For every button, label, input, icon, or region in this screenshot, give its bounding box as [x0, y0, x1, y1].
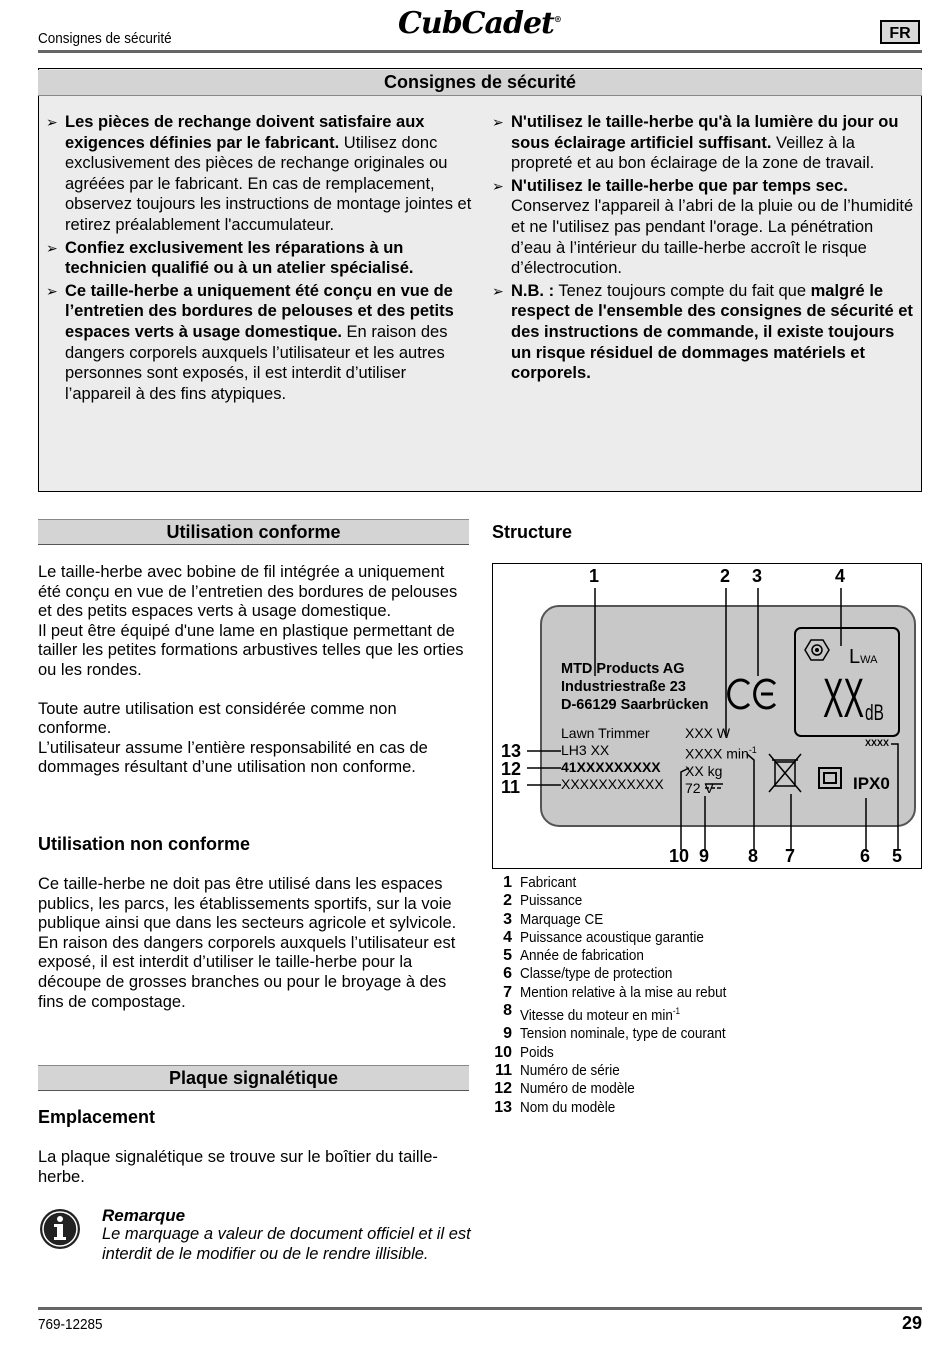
- callout-6: 6: [860, 846, 871, 866]
- legend-row: [492, 984, 922, 1002]
- legend-text: Puissance acoustique garantie: [520, 928, 704, 946]
- usage-paragraph: Le taille-herbe avec bobine de fil intégrée a uniquement été conçu en vue de l’entretien des bordures de pelouses et des petits espaces verts à usage domestique.: [38, 563, 458, 621]
- usage-title: Utilisation conforme: [38, 519, 469, 545]
- info-icon: [39, 1208, 81, 1255]
- safety-item: [486, 281, 918, 384]
- callout-13: 13: [501, 741, 522, 761]
- safety-item-text: Veillez à la propreté et au bon éclairage de la zone de travail.: [511, 133, 875, 173]
- header-rule: [38, 50, 922, 53]
- callout-4: 4: [835, 566, 846, 586]
- arrow-icon: ➢: [46, 282, 58, 299]
- legend-row: [492, 947, 922, 965]
- legend-row: [492, 1099, 922, 1117]
- plate-text: Industriestraße 23: [561, 679, 686, 695]
- callout-9: 9: [699, 846, 710, 866]
- legend-number: 2: [503, 892, 512, 910]
- legend-text: [520, 1002, 680, 1025]
- non-usage-text: [38, 875, 470, 1012]
- legend-text: Classe/type de protection: [520, 965, 673, 983]
- safety-item-bold: Les pièces de rechange doivent satisfaire aux exigences définies par le fabricant.: [65, 113, 425, 152]
- document-number: 769-12285: [38, 1316, 103, 1333]
- plate-text: -1: [748, 745, 757, 755]
- safety-item: [40, 112, 472, 236]
- plate-text: D-66129 Saarbrücken: [561, 697, 709, 713]
- usage-paragraph: L’utilisateur assume l’entière responsabilité en cas de dommages résultant d’une utilisation non conforme.: [38, 738, 428, 777]
- safety-item-bold: Ce taille-herbe a uniquement été conçu en vue de l’entretien des bordures de pelouses et des petits espaces verts à usage domestique.: [65, 281, 454, 341]
- footer-rule: [38, 1307, 922, 1310]
- safety-left-column: [40, 112, 472, 406]
- non-usage-paragraph: Ce taille-herbe ne doit pas être utilisé dans les espaces publics, les parcs, les établissements sportifs, sur la voie publique ainsi que dans les secteurs agricole et sylvicole.: [38, 875, 457, 933]
- safety-right-column: [486, 112, 918, 386]
- usage-paragraph: Toute autre utilisation est considérée comme non conforme.: [38, 699, 397, 738]
- plate-text: XXX W: [685, 725, 731, 741]
- legend-row: [492, 929, 922, 947]
- plate-text: MTD Products AG: [561, 661, 685, 677]
- callout-12: 12: [501, 759, 522, 779]
- arrow-icon: ➢: [46, 114, 58, 130]
- legend-number: 10: [494, 1043, 512, 1061]
- plate-text: L: [849, 646, 861, 668]
- plate-ipx: IPX0: [853, 774, 890, 793]
- legend-number: 3: [503, 910, 512, 928]
- callout-1: 1: [589, 566, 600, 586]
- location-text: La plaque signalétique se trouve sur le boîtier du taille-herbe.: [38, 1148, 438, 1186]
- non-usage-paragraph: En raison des dangers corporels auxquels l’utilisateur est exposé, il est interdit d’utiliser le taille-herbe pour la découpe de grosses branches ou pour le broyage à des fins de compostage.: [38, 933, 456, 1011]
- legend-text: Marquage CE: [520, 910, 604, 928]
- plate-text: XXXXXXXXXXX: [561, 776, 664, 792]
- callout-7: 7: [785, 846, 796, 866]
- legend-text: Année de fabrication: [520, 947, 644, 965]
- rating-plate-figure: [492, 563, 922, 869]
- location-title: Emplacement: [38, 1107, 156, 1127]
- safety-item-text: Utilisez donc exclusivement des pièces de rechange originales ou agréées par le fabricant. En cas de remplacement, observez toujours les instructions de montage jointes et retirez préalablement l'accumulateur.: [65, 133, 472, 234]
- safety-item-bold: N'utilisez le taille-herbe que par temps sec.: [511, 176, 848, 195]
- safety-item-bold: Confiez exclusivement les réparations à un technicien qualifié ou à un atelier spécialisé.: [65, 238, 414, 278]
- plate-text: 72 V: [685, 779, 714, 796]
- note-text: Le marquage a valeur de document officiel et il est interdit de le modifier ou de le rendre illisible.: [102, 1225, 471, 1263]
- noise-value: XX: [823, 666, 865, 729]
- callout-5: 5: [892, 846, 903, 866]
- legend-row: [492, 892, 922, 910]
- plate-maker: [561, 660, 709, 714]
- callout-10: 10: [669, 846, 690, 866]
- legend-text-main: Vitesse du moteur en min: [520, 1007, 673, 1025]
- legend-text: Mention relative à la mise au rebut: [520, 983, 727, 1001]
- legend-row: [492, 1002, 922, 1025]
- callout-2: 2: [720, 566, 731, 586]
- legend-number: 11: [495, 1061, 512, 1079]
- legend-text: Numéro de modèle: [520, 1080, 635, 1098]
- legend-sup: -1: [672, 1006, 681, 1017]
- callout-11: 11: [501, 777, 521, 797]
- plate-text: 41XXXXXXXXX: [561, 759, 661, 775]
- running-header: Consignes de sécurité: [38, 30, 172, 47]
- legend-row: [492, 1044, 922, 1062]
- safety-item: [40, 281, 472, 405]
- cub-cadet-logo: [398, 6, 561, 41]
- safety-item-text: Conservez l'appareil à l’abri de la pluie ou de l’humidité et ne l'utilisez pas pendant l'orage. La pénétration d’eau à l’intérieur du taille-herbe accroît le risque d’électrocution.: [511, 197, 914, 278]
- language-badge: FR: [880, 20, 920, 44]
- legend-number: 4: [503, 928, 512, 946]
- legend-row: [492, 874, 922, 892]
- legend-number: 6: [503, 965, 512, 983]
- usage-text: [38, 563, 470, 778]
- legend-row: [492, 965, 922, 983]
- legend-number: 13: [494, 1098, 512, 1116]
- legend-text: Poids: [520, 1043, 554, 1061]
- safety-title: Consignes de sécurité: [38, 70, 922, 96]
- plate-text: WA: [860, 654, 878, 666]
- legend-text: Nom du modèle: [520, 1098, 616, 1116]
- page-number: 29: [901, 1313, 922, 1333]
- legend-number: 5: [503, 947, 512, 965]
- plate-text: LH3 XX: [561, 742, 610, 758]
- safety-item-bold: N.B. :: [511, 281, 555, 300]
- legend-row: [492, 911, 922, 929]
- note-title: Remarque: [102, 1206, 186, 1225]
- legend-text: Numéro de série: [520, 1061, 620, 1079]
- arrow-icon: ➢: [46, 239, 58, 256]
- plate-text: Lawn Trimmer: [561, 725, 650, 741]
- safety-item: [40, 238, 472, 279]
- plate-text: XXXX min: [685, 745, 749, 762]
- legend-row: [492, 1080, 922, 1098]
- legend-row: [492, 1025, 922, 1043]
- brand-mark: ®: [553, 14, 561, 24]
- non-usage-title: Utilisation non conforme: [38, 834, 251, 854]
- plate-spec-block: [685, 725, 757, 797]
- legend-text: Puissance: [520, 892, 583, 910]
- arrow-icon: ➢: [492, 177, 504, 194]
- noise-unit: dB: [865, 700, 884, 725]
- brand-name: CubCadet: [398, 6, 554, 41]
- callout-3: 3: [752, 566, 763, 586]
- legend-text: Tension nominale, type de courant: [520, 1025, 726, 1043]
- plate-model-block: [561, 725, 664, 793]
- usage-paragraph: Il peut être équipé d'une lame en plastique permettant de tailler les petites formations arbustives telles que les orties ou les rondes.: [38, 621, 464, 679]
- callout-8: 8: [748, 846, 759, 866]
- safety-item-bold: N'utilisez le taille-herbe qu'à la lumière du jour ou sous éclairage artificiel suffisant.: [511, 113, 899, 152]
- arrow-icon: ➢: [492, 114, 504, 130]
- safety-item: [486, 112, 918, 174]
- plate-text: XX kg: [685, 762, 723, 779]
- legend-number: 8: [503, 1002, 512, 1020]
- plate-title: Plaque signalétique: [38, 1065, 469, 1091]
- arrow-icon: ➢: [492, 282, 504, 299]
- structure-legend: [492, 874, 922, 1117]
- legend-text: Fabricant: [520, 874, 577, 891]
- safety-item: [486, 176, 918, 279]
- structure-title: Structure: [492, 522, 573, 542]
- safety-item-bold: malgré le respect de l'ensemble des consignes de sécurité et des instructions de commande, il existe toujours un risque résiduel de dommages matériels et corporels.: [511, 281, 913, 383]
- legend-number: 7: [503, 983, 512, 1001]
- plate-year: XXXX: [865, 738, 890, 748]
- legend-row: [492, 1062, 922, 1080]
- safety-item-text: Tenez toujours compte du fait que: [554, 281, 811, 300]
- legend-number: 12: [494, 1080, 512, 1098]
- safety-item-text: En raison des dangers corporels auxquels l’utilisateur et les autres personnes sont exposés, il est interdit d’utiliser l’appareil à des fins atypiques.: [65, 322, 448, 403]
- legend-number: 9: [503, 1025, 512, 1043]
- legend-number: 1: [503, 874, 512, 891]
